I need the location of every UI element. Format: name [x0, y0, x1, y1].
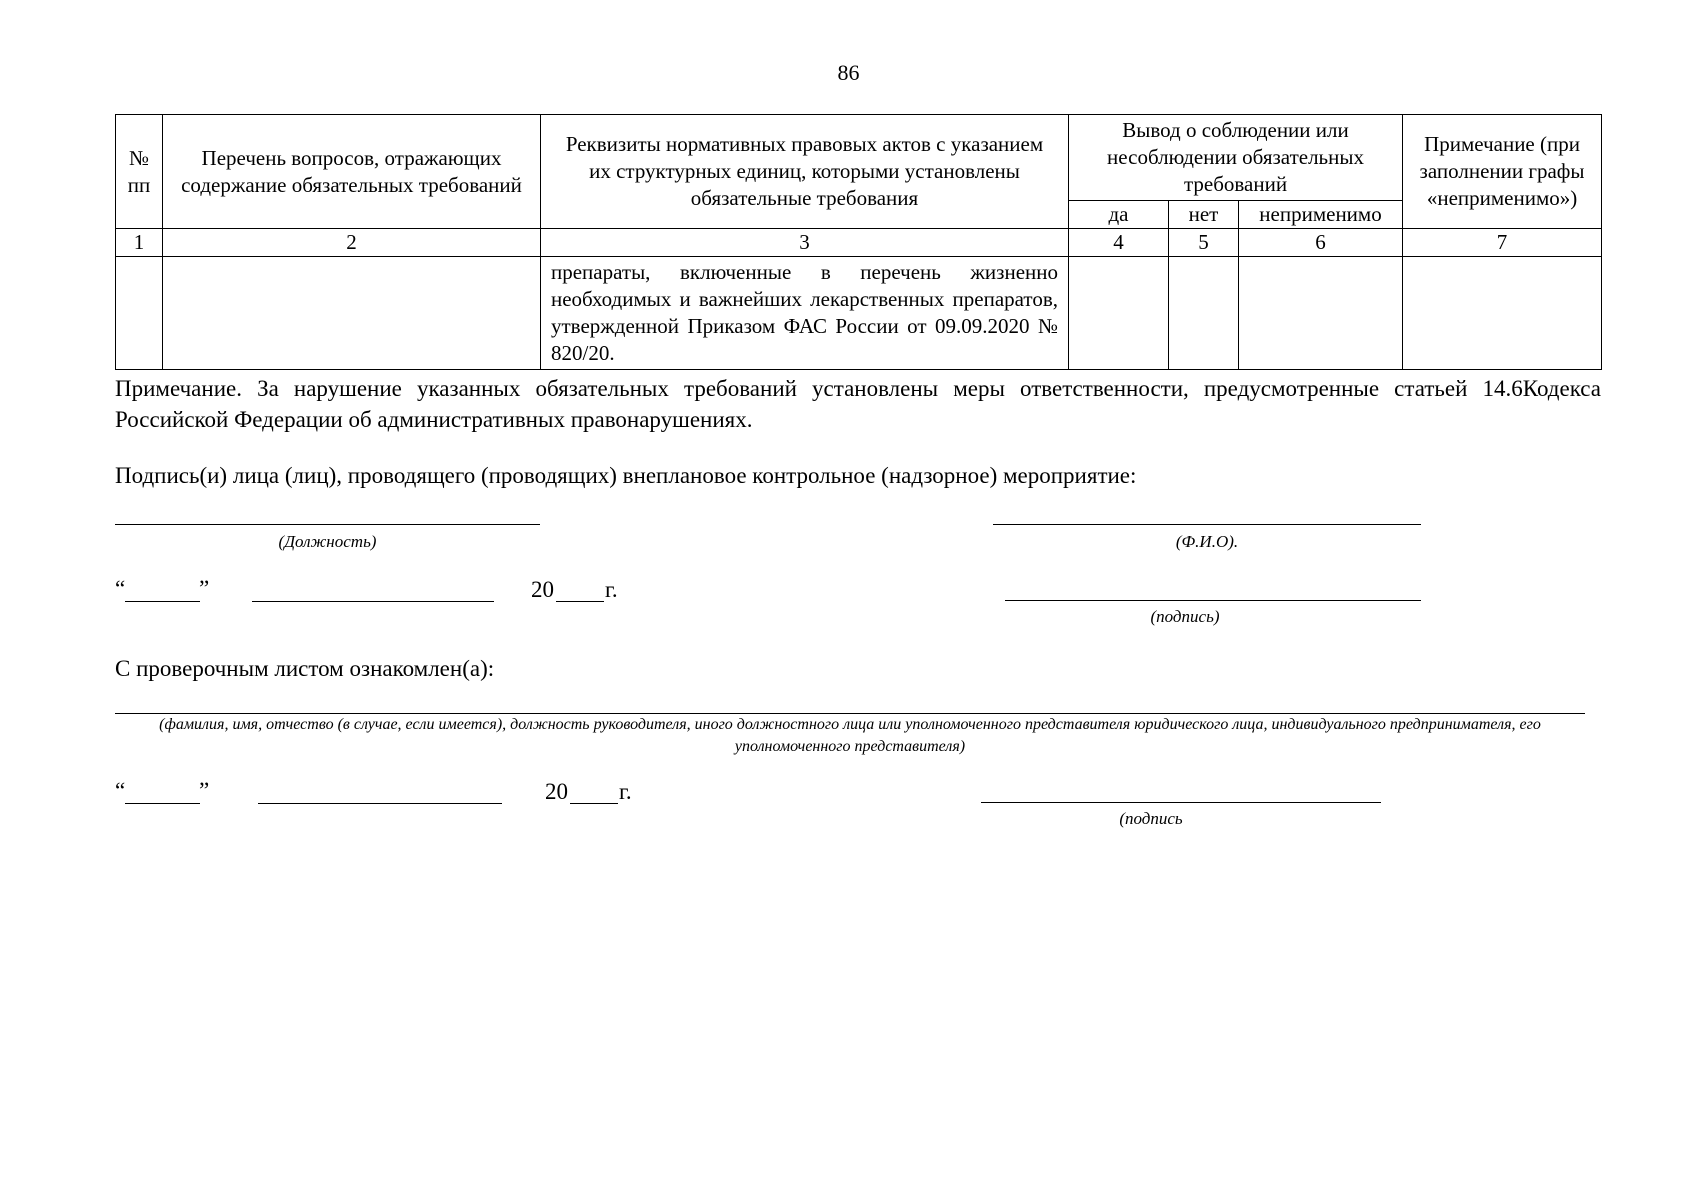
position-line[interactable] — [115, 524, 540, 525]
header-remark: Примечание (при заполнении графы «неприменимо») — [1403, 115, 1602, 229]
date-day-line[interactable] — [125, 601, 200, 602]
page-number: 86 — [837, 60, 860, 85]
date2-month-line[interactable] — [258, 803, 502, 804]
signature-caption: (подпись) — [1150, 607, 1220, 626]
row-questions-cell — [163, 257, 541, 370]
row-requisites-cell: препараты, включенные в перечень жизненно необходимых и важнейших лекарственных препаратов, утвержденной Приказом ФАС России от 09.09.2020 № 820/20. — [541, 257, 1069, 370]
row-no-cell[interactable] — [1169, 257, 1239, 370]
column-number-5: 5 — [1169, 229, 1239, 257]
column-number-1: 1 — [116, 229, 163, 257]
date2-year-line[interactable] — [570, 803, 618, 804]
fio-caption: (Ф.И.О). — [1175, 532, 1239, 551]
date2-quote-open: “ — [115, 778, 126, 803]
liability-note: Примечание. За нарушение указанных обязательных требований установлены меры ответственности, предусмотренные статьей 14.6Кодекса Российской Федерации об административных правонарушениях. — [115, 376, 1601, 432]
row-na-cell[interactable] — [1239, 257, 1403, 370]
familiarization-heading: С проверочным листом ознакомлен(а): — [115, 656, 495, 681]
checklist-table — [115, 114, 1602, 370]
date-year-prefix: 20 — [531, 577, 554, 602]
signature-heading: Подпись(и) лица (лиц), проводящего (проводящих) внеплановое контрольное (надзорное) мероприятие: — [115, 463, 1137, 488]
date-year-line[interactable] — [556, 601, 604, 602]
fio-line[interactable] — [993, 524, 1421, 525]
date-year-suffix: г. — [605, 577, 618, 602]
header-num: № пп — [116, 115, 163, 229]
row-num-cell — [116, 257, 163, 370]
date2-quote-close: ” — [199, 778, 210, 803]
row-yes-cell[interactable] — [1069, 257, 1169, 370]
header-yes: да — [1069, 201, 1169, 229]
column-number-4: 4 — [1069, 229, 1169, 257]
date-month-line[interactable] — [252, 601, 494, 602]
signature2-caption: (подпись — [1119, 809, 1183, 828]
header-requisites: Реквизиты нормативных правовых актов с указанием их структурных единиц, которыми установлены обязательные требования — [541, 115, 1069, 229]
column-number-3: 3 — [541, 229, 1069, 257]
signature-line[interactable] — [1005, 600, 1421, 601]
position-caption: (Должность) — [278, 532, 377, 551]
date2-year-prefix: 20 — [545, 779, 568, 804]
signature2-line[interactable] — [981, 802, 1381, 803]
column-number-7: 7 — [1403, 229, 1602, 257]
date-quote-open: “ — [115, 576, 126, 601]
header-na: неприменимо — [1239, 201, 1403, 229]
header-conclusion: Вывод о соблюдении или несоблюдении обязательных требований — [1069, 115, 1403, 201]
column-number-6: 6 — [1239, 229, 1403, 257]
date-quote-close: ” — [199, 576, 210, 601]
date2-day-line[interactable] — [125, 803, 200, 804]
column-number-2: 2 — [163, 229, 541, 257]
date2-year-suffix: г. — [619, 779, 632, 804]
header-questions: Перечень вопросов, отражающих содержание обязательных требований — [163, 115, 541, 229]
row-remark-cell[interactable] — [1403, 257, 1602, 370]
header-no: нет — [1169, 201, 1239, 229]
familiarization-caption: (фамилия, имя, отчество (в случае, если имеется), должность руководителя, иного должностного лица или уполномоченного представителя юридического лица, индивидуального предпринимателя, его уполномоченного представителя) — [159, 716, 1541, 755]
